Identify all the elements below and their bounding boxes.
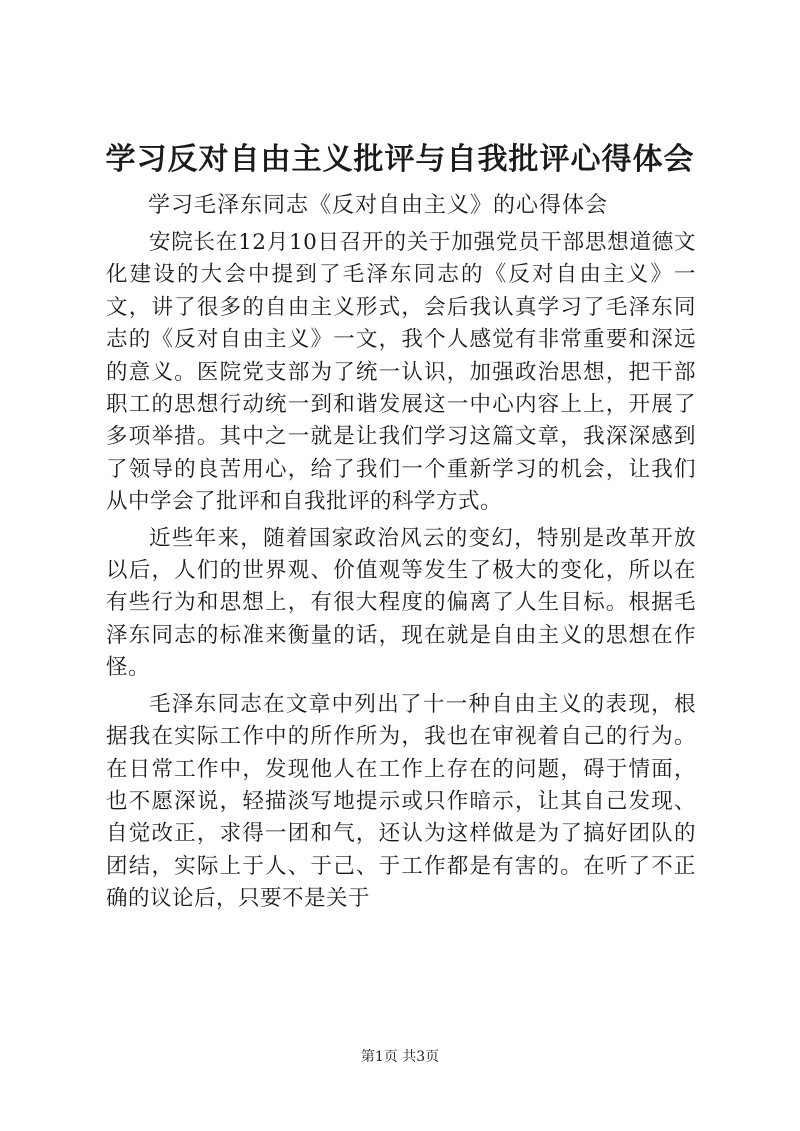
paragraph: 毛泽东同志在文章中列出了十一种自由主义的表现，根据我在实际工作中的所作所为，我也在审视着自己的行为。在日常工作中，发现他人在工作上存在的问题，碍于情面，也不愿深说，轻描淡写地提示或只作暗示，让其自己发现、自觉改正，求得一团和气，还认为这样做是为了搞好团队的团结，实际上于人、于己、于工作都是有害的。在听了不正确的议论后，只要不是关于 <box>106 691 696 912</box>
document-body <box>106 227 696 916</box>
page-number-footer: 第1页 共3页 <box>360 1049 440 1065</box>
paragraph: 近些年来，随着国家政治风云的变幻，特别是改革开放以后，人们的世界观、价值观等发生了极大的变化，所以在有些行为和思想上，有很大程度的偏离了人生目标。根据毛泽东同志的标准来衡量的话，现在就是自由主义的思想在作怪。 <box>106 525 696 681</box>
document-subtitle: 学习毛泽东同志《反对自由主义》的心得体会 <box>148 193 609 218</box>
document-title: 学习反对自由主义批评与自我批评心得体会 <box>105 142 695 177</box>
paragraph: 安院长在12月10日召开的关于加强党员干部思想道德文化建设的大会中提到了毛泽东同志的《反对自由主义》一文，讲了很多的自由主义形式，会后我认真学习了毛泽东同志的《反对自由主义》一文，我个人感觉有非常重要和深远的意义。医院党支部为了统一认识，加强政治思想，把干部职工的思想行动统一到和谐发展这一中心内容上上，开展了多项举措。其中之一就是让我们学习这篇文章，我深深感到了领导的良苦用心，给了我们一个重新学习的机会，让我们从中学会了批评和自我批评的科学方式。 <box>106 230 696 515</box>
